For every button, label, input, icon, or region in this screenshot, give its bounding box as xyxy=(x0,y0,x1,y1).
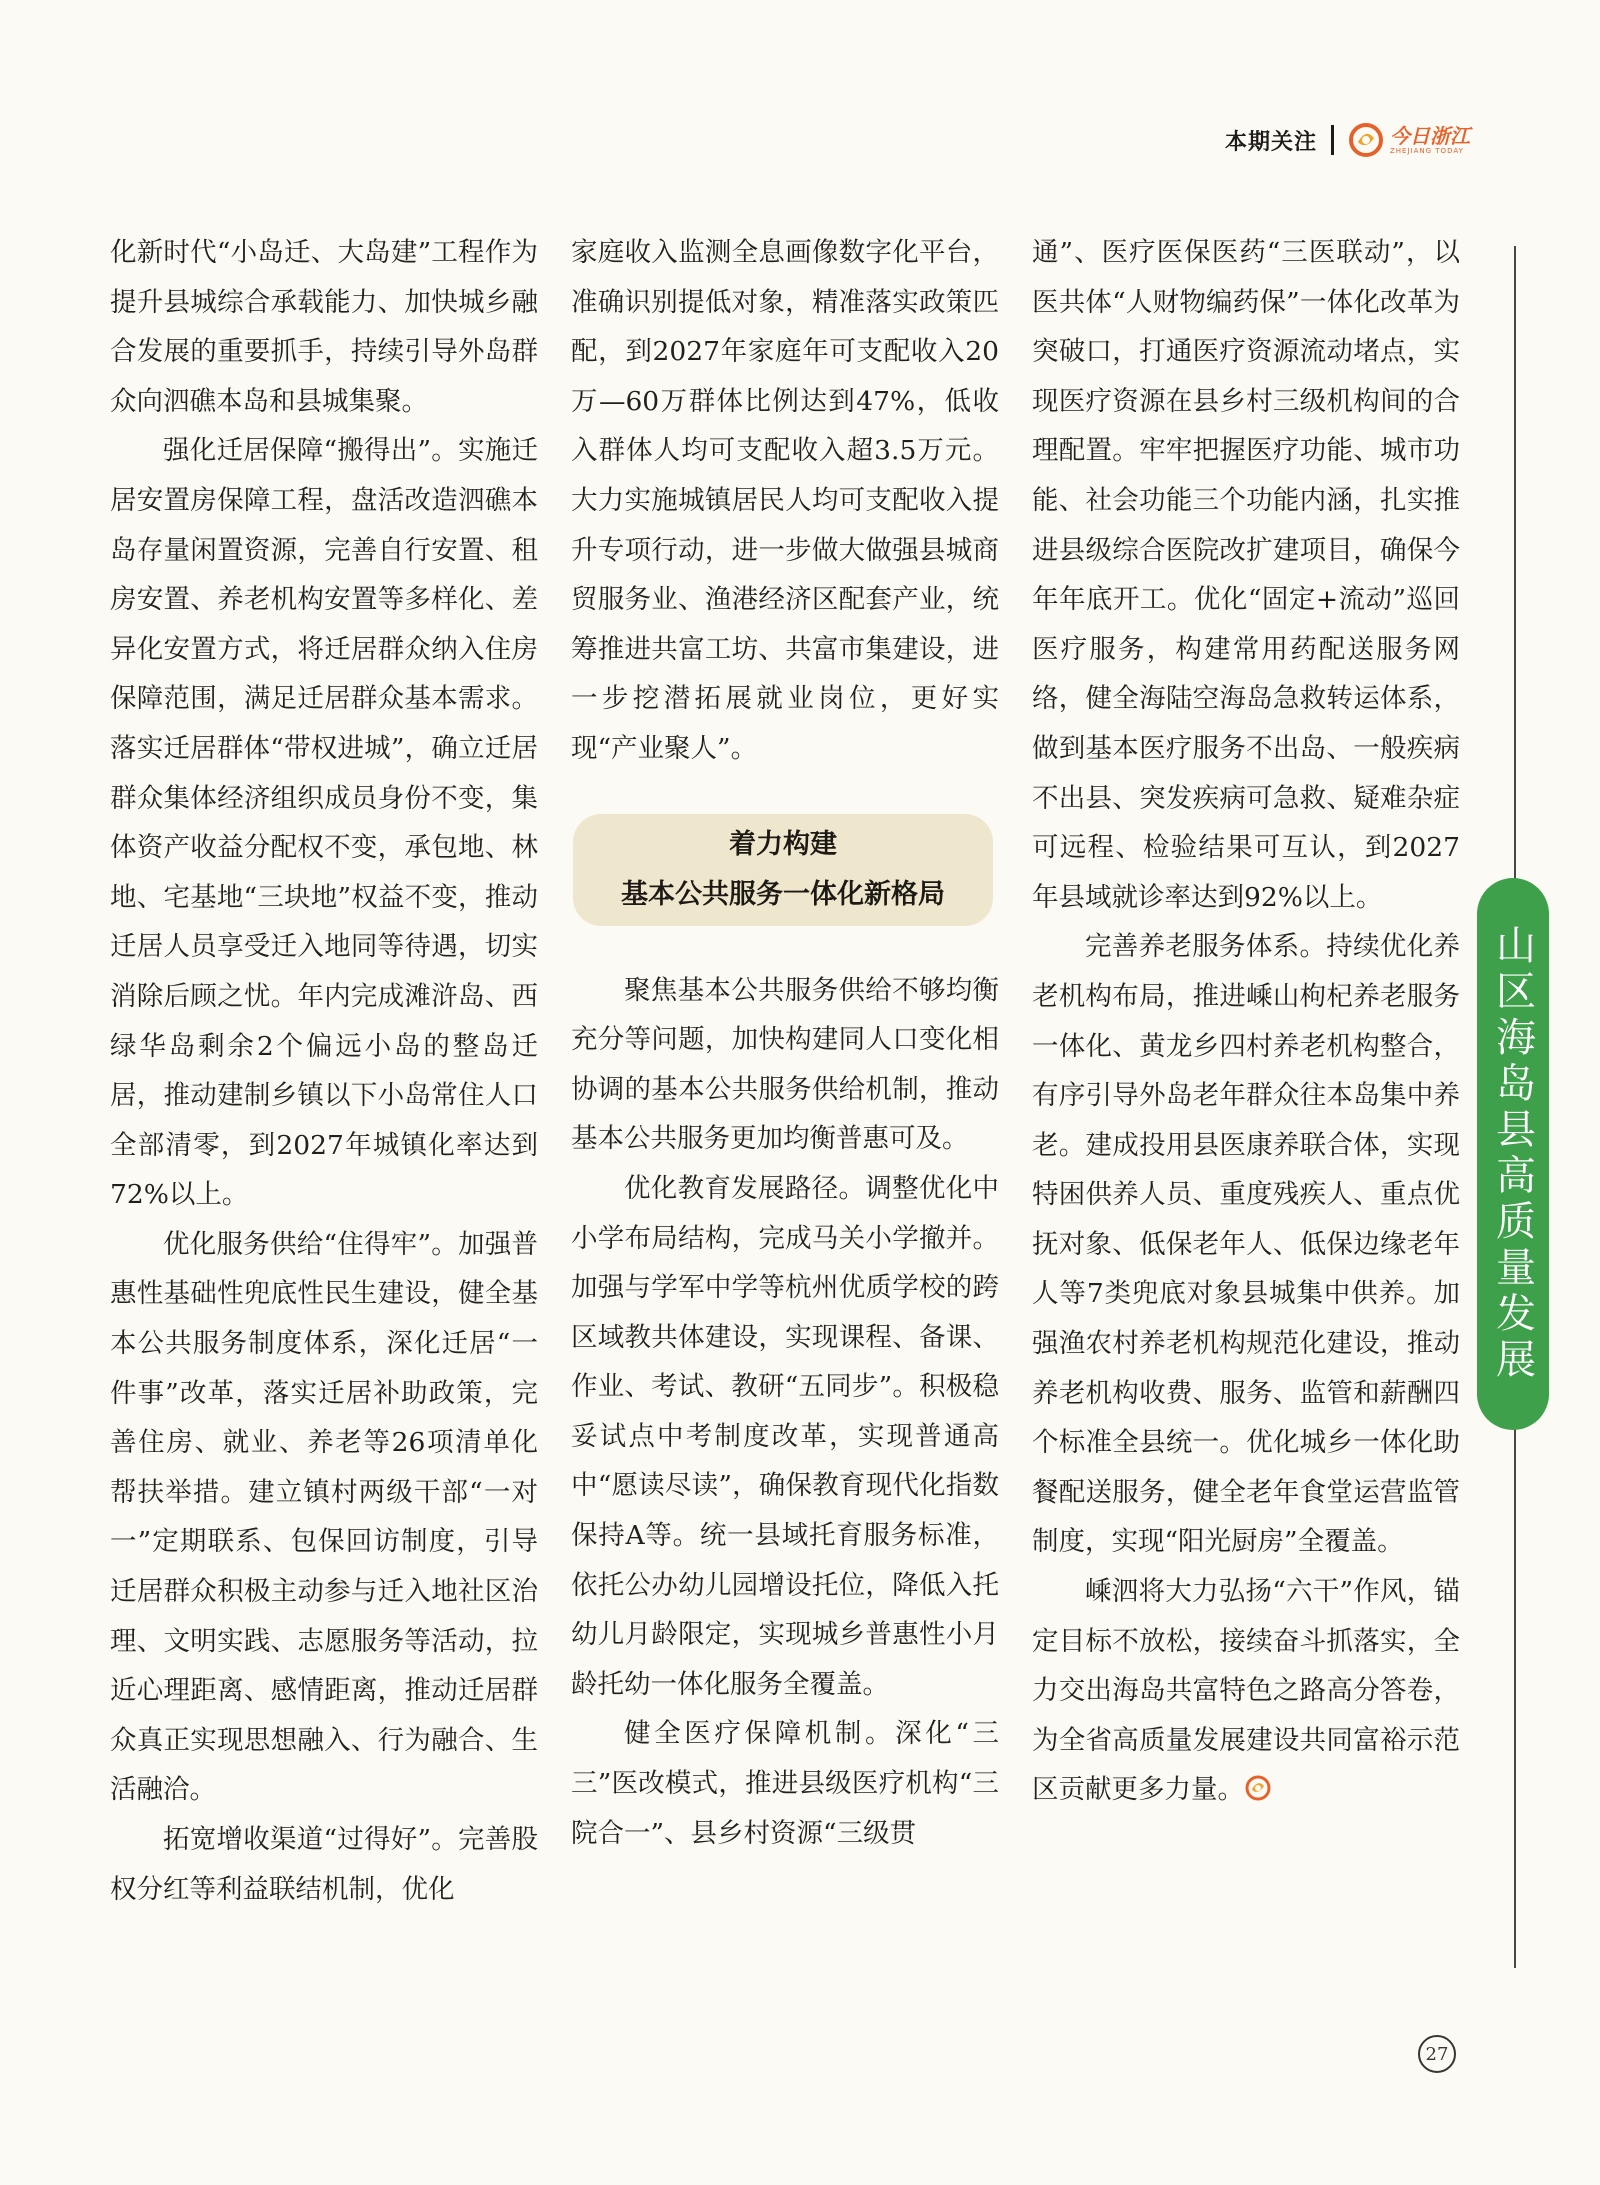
page-header xyxy=(1225,120,1470,160)
page-number-text: 27 xyxy=(1425,2043,1449,2065)
column-3 xyxy=(1032,228,1460,1815)
sidebar-tab xyxy=(1477,878,1549,1430)
brand-logo xyxy=(1348,122,1470,158)
paragraph: 完善养老服务体系。持续优化养老机构布局，推进嵊山枸杞养老服务一体化、黄龙乡四村养老机构整合，有序引导外岛老年群众往本岛集中养老。建成投用县医康养联合体，实现特困供养人员、重度残疾人、重点优抚对象、低保老年人、低保边缘老年人等7类兜底对象县城集中供养。加强渔农村养老机构规范化建设，推动养老机构收费、服务、监管和薪酬四个标准全县统一。优化城乡一体化助餐配送服务，健全老年食堂运营监管制度，实现“阳光厨房”全覆盖。 xyxy=(1032,931,1460,1558)
paragraph: 化新时代“小岛迁、大岛建”工程作为提升县城综合承载能力、加快城乡融合发展的重要抓手，持续引导外岛群众向泗礁本岛和县城集聚。 xyxy=(110,237,538,417)
column-1 xyxy=(110,228,538,1914)
paragraph: 聚焦基本公共服务供给不够均衡充分等问题，加快构建同人口变化相协调的基本公共服务供给机制，推动基本公共服务更加均衡普惠可及。 xyxy=(571,974,999,1155)
paragraph: 拓宽增收渠道“过得好”。完善股权分红等利益联结机制，优化 xyxy=(110,1824,538,1905)
closing-text: 嵊泗将大力弘扬“六干”作风，锚定目标不放松，接续奋斗抓落实，全力交出海岛共富特色之路高分答卷，为全省高质量发展建设共同富裕示范区贡献更多力量。 xyxy=(1032,1576,1460,1806)
paragraph: 家庭收入监测全息画像数字化平台，准确识别提低对象，精准落实政策匹配，到2027年家庭年可支配收入20万—60万群体比例达到47%，低收入群体人均可支配收入超3.5万元。大力实施城镇居民人均可支配收入提升专项行动，进一步做大做强县城商贸服务业、渔港经济区配套产业，统筹推进共富工坊、共富市集建设，进一步挖潜拓展就业岗位，更好实现“产业聚人”。 xyxy=(571,237,999,764)
section-heading-line2: 基本公共服务一体化新格局 xyxy=(621,878,945,910)
brand-swirl-icon xyxy=(1348,122,1384,158)
column-2 xyxy=(571,228,999,1858)
section-heading-line1: 着力构建 xyxy=(729,828,837,860)
header-divider xyxy=(1331,125,1334,155)
section-heading xyxy=(573,814,993,926)
end-swirl-icon xyxy=(1244,1774,1272,1802)
paragraph xyxy=(1032,1567,1460,1815)
brand-subtitle: ZHEJIANG TODAY xyxy=(1390,146,1464,155)
brand-name: 今日浙江 xyxy=(1390,123,1470,148)
paragraph: 健全医疗保障机制。深化“三三”医改模式，推进县级医疗机构“三院合一”、县乡村资源“三级贯 xyxy=(571,1718,999,1849)
page-number xyxy=(1418,2035,1456,2073)
paragraph: 优化服务供给“住得牢”。加强普惠性基础性兜底性民生建设，健全基本公共服务制度体系，深化迁居“一件事”改革，落实迁居补助政策，完善住房、就业、养老等26项清单化帮扶举措。建立镇村两级干部“一对一”定期联系、包保回访制度，引导迁居群众积极主动参与迁入地社区治理、文明实践、志愿服务等活动，拉近心理距离、感情距离，推动迁居群众真正实现思想融入、行为融合、生活融洽。 xyxy=(110,1228,538,1806)
section-label: 本期关注 xyxy=(1224,129,1317,155)
paragraph: 通”、医疗医保医药“三医联动”，以医共体“人财物编药保”一体化改革为突破口，打通医疗资源流动堵点，实现医疗资源在县乡村三级机构间的合理配置。牢牢把握医疗功能、城市功能、社会功能三个功能内涵，扎实推进县级综合医院改扩建项目，确保今年年底开工。优化“固定+流动”巡回医疗服务，构建常用药配送服务网络，健全海陆空海岛急救转运体系，做到基本医疗服务不出岛、一般疾病不出县、突发疾病可急救、疑难杂症可远程、检验结果可互认，到2027年县域就诊率达到92%以上。 xyxy=(1032,237,1460,913)
paragraph: 强化迁居保障“搬得出”。实施迁居安置房保障工程，盘活改造泗礁本岛存量闲置资源，完善自行安置、租房安置、养老机构安置等多样化、差异化安置方式，将迁居群众纳入住房保障范围，满足迁居群众基本需求。落实迁居群体“带权进城”，确立迁居群众集体经济组织成员身份不变，集体资产收益分配权不变，承包地、林地、宅基地“三块地”权益不变，推动迁居人员享受迁入地同等待遇，切实消除后顾之忧。年内完成滩浒岛、西绿华岛剩余2个偏远小岛的整岛迁居，推动建制乡镇以下小岛常住人口全部清零，到2027年城镇化率达到72%以上。 xyxy=(110,435,538,1211)
paragraph: 优化教育发展路径。调整优化中小学布局结构，完成马关小学撤并。加强与学军中学等杭州优质学校的跨区域教共体建设，实现课程、备课、作业、考试、教研“五同步”。积极稳妥试点中考制度改革，实现普通高中“愿读尽读”，确保教育现代化指数保持A等。统一县域托育服务标准，依托公办幼儿园增设托位，降低入托幼儿月龄限定，实现城乡普惠性小月龄托幼一体化服务全覆盖。 xyxy=(571,1172,999,1700)
sidebar-title: 山区海岛县高质量发展 xyxy=(1489,924,1536,1384)
